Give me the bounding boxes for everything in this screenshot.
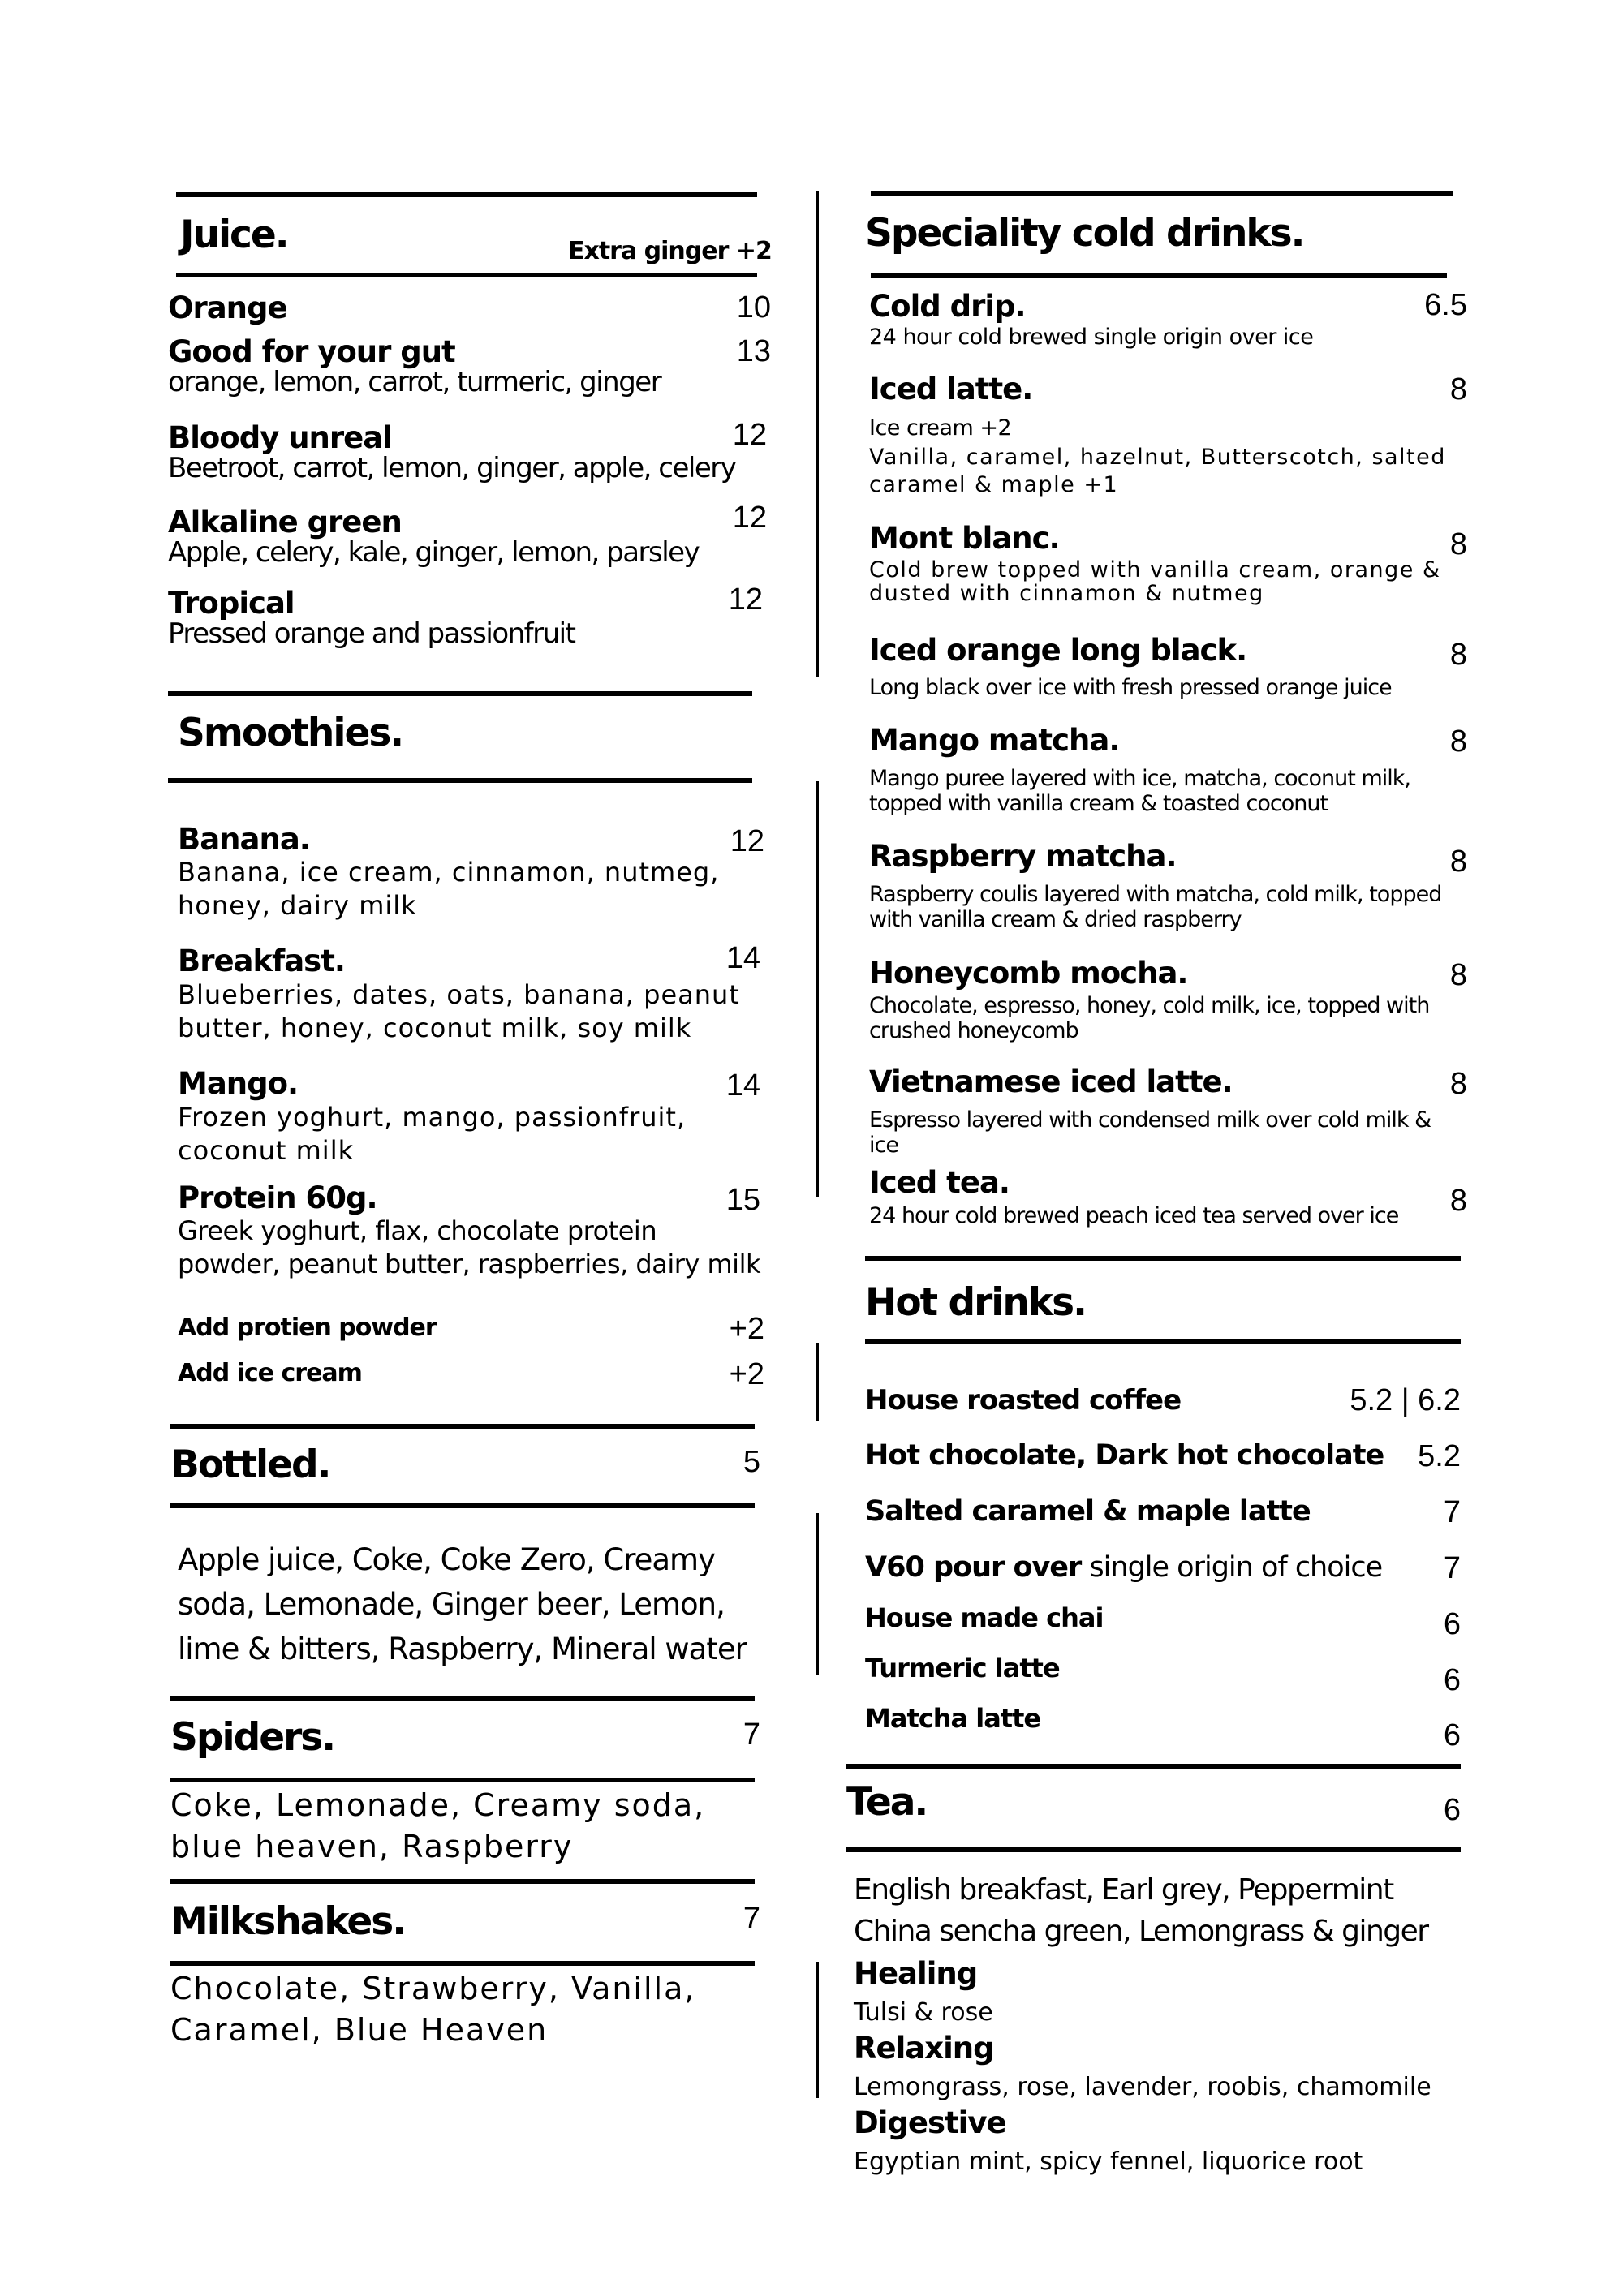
bottled-list: Apple juice, Coke, Coke Zero, Creamy soda, Lemonade, Ginger beer, Lemon, lime & bitters, Raspberry, Mineral water xyxy=(178,1542,747,1666)
spiders-list: Coke, Lemonade, Creamy soda, blue heaven, Raspberry xyxy=(170,1787,706,1864)
cold-item-name: Raspberry matcha. xyxy=(869,839,1177,874)
smoothies-title: Smoothies. xyxy=(178,711,403,755)
smoothie-addon-name: Add ice cream xyxy=(178,1359,362,1387)
divider xyxy=(871,191,1453,196)
juice-item-price: 12 xyxy=(732,501,767,535)
juice-item-desc: Beetroot, carrot, lemon, ginger, apple, celery xyxy=(168,452,736,484)
divider xyxy=(846,1764,1461,1769)
cold-item-price: 8 xyxy=(1449,638,1467,672)
tea-list-line: English breakfast, Earl grey, Peppermint xyxy=(854,1873,1393,1907)
hot-item-price: 5.2 | 6.2 xyxy=(1350,1383,1461,1417)
juice-item-price: 12 xyxy=(732,418,767,452)
juice-item-price: 12 xyxy=(728,583,763,617)
juice-item-name: Orange xyxy=(168,290,287,325)
cold-item-price: 8 xyxy=(1449,1184,1467,1218)
divider xyxy=(176,192,757,197)
cold-item-desc: Raspberry coulis layered with matcha, cold milk, topped with vanilla cream & dried raspberry xyxy=(869,882,1442,932)
smoothie-item-name: Protein 60g. xyxy=(178,1180,377,1215)
divider xyxy=(170,1778,755,1782)
hot-item-name: House made chai xyxy=(865,1602,1104,1633)
column-separator xyxy=(816,1513,819,1675)
tea-group-name: Healing xyxy=(854,1956,978,1991)
cold-item-price: 6.5 xyxy=(1424,288,1467,322)
juice-item-name: Bloody unreal xyxy=(168,420,392,455)
smoothie-item-price: 14 xyxy=(725,1068,760,1103)
divider xyxy=(170,1424,755,1429)
smoothie-item-price: 15 xyxy=(725,1183,760,1217)
divider xyxy=(871,273,1447,278)
juice-item-desc: Apple, celery, kale, ginger, lemon, parsley xyxy=(168,536,700,569)
juice-item-price: 13 xyxy=(736,334,771,368)
tea-group-name: Relaxing xyxy=(854,2031,994,2066)
cold-item-name: Honeycomb mocha. xyxy=(869,956,1188,991)
hot-item-price: 7 xyxy=(1443,1495,1461,1529)
juice-item-price: 10 xyxy=(736,290,771,325)
juice-item-desc: Pressed orange and passionfruit xyxy=(168,617,575,650)
bottled-title: Bottled. xyxy=(170,1443,330,1487)
juice-item-desc: orange, lemon, carrot, turmeric, ginger xyxy=(168,366,661,398)
cold-item-desc: Mango puree layered with ice, matcha, coconut milk, topped with vanilla cream & toasted coconut xyxy=(869,766,1410,816)
divider xyxy=(865,1256,1461,1261)
smoothie-item-desc: Greek yoghurt, flax, chocolate protein powder, peanut butter, raspberries, dairy milk xyxy=(178,1215,760,1279)
bottled-price: 5 xyxy=(743,1445,760,1479)
divider xyxy=(865,1339,1461,1344)
spiders-title: Spiders. xyxy=(170,1715,335,1760)
tea-group-desc: Lemongrass, rose, lavender, roobis, chamomile xyxy=(854,2073,1431,2101)
juice-extra-ginger-note: Extra ginger +2 xyxy=(568,237,772,265)
divider xyxy=(170,1879,755,1884)
hot-item-name: Turmeric latte xyxy=(865,1653,1060,1683)
divider xyxy=(168,778,752,783)
column-separator xyxy=(816,781,819,1197)
smoothie-item-desc: Banana, ice cream, cinnamon, nutmeg, honey, dairy milk xyxy=(178,857,720,921)
milkshakes-list: Chocolate, Strawberry, Vanilla, Caramel, Blue Heaven xyxy=(170,1971,696,2048)
smoothie-addon-price: +2 xyxy=(729,1312,764,1346)
divider xyxy=(170,1961,755,1966)
hot-item-name-text: V60 pour over xyxy=(865,1551,1082,1584)
cold-item-desc: Long black over ice with fresh pressed orange juice xyxy=(869,675,1392,700)
cold-item-desc: Chocolate, espresso, honey, cold milk, ice, topped with crushed honeycomb xyxy=(869,993,1430,1043)
smoothie-item-name: Mango. xyxy=(178,1066,299,1101)
cold-item-price: 8 xyxy=(1449,845,1467,879)
hot-item-name xyxy=(865,1551,1382,1584)
smoothie-item-desc: Blueberries, dates, oats, banana, peanut butter, honey, coconut milk, soy milk xyxy=(178,979,740,1043)
hot-item-price: 6 xyxy=(1443,1607,1461,1641)
tea-price: 6 xyxy=(1443,1793,1461,1827)
cold-item-desc: Espresso layered with condensed milk over cold milk & ice xyxy=(869,1107,1431,1158)
cold-item-desc: Ice cream +2 xyxy=(869,415,1012,441)
hot-item-price: 6 xyxy=(1443,1663,1461,1697)
hot-item-price: 5.2 xyxy=(1418,1439,1461,1473)
cold-item-price: 8 xyxy=(1449,372,1467,406)
tea-group-desc: Tulsi & rose xyxy=(854,1998,993,2027)
cold-item-desc: Cold brew topped with vanilla cream, orange & dusted with cinnamon & nutmeg xyxy=(869,557,1441,606)
hot-drinks-title: Hot drinks. xyxy=(865,1280,1086,1325)
cold-item-name: Vietnamese iced latte. xyxy=(869,1064,1233,1099)
cold-item-price: 8 xyxy=(1449,527,1467,561)
tea-group-name: Digestive xyxy=(854,2105,1006,2140)
cold-item-price: 8 xyxy=(1449,724,1467,759)
cold-item-name: Mango matcha. xyxy=(869,723,1120,758)
divider xyxy=(170,1696,755,1701)
juice-item-name: Tropical xyxy=(168,586,295,621)
cold-drinks-title: Speciality cold drinks. xyxy=(865,211,1304,256)
cold-item-name: Cold drip. xyxy=(869,289,1026,324)
hot-item-name: Matcha latte xyxy=(865,1703,1041,1734)
tea-title: Tea. xyxy=(846,1780,928,1825)
column-separator xyxy=(816,1343,819,1421)
juice-item-name: Good for your gut xyxy=(168,334,455,369)
cold-item-name: Iced latte. xyxy=(869,372,1033,406)
hot-item-name: Salted caramel & maple latte xyxy=(865,1495,1311,1528)
milkshakes-price: 7 xyxy=(743,1902,760,1936)
hot-item-price: 7 xyxy=(1443,1551,1461,1585)
hot-item-name: House roasted coffee xyxy=(865,1384,1182,1417)
smoothie-item-desc: Frozen yoghurt, mango, passionfruit, coconut milk xyxy=(178,1102,687,1166)
cold-item-name: Mont blanc. xyxy=(869,521,1060,556)
divider xyxy=(170,1503,755,1508)
juice-title: Juice. xyxy=(180,213,288,257)
divider xyxy=(176,273,757,277)
divider xyxy=(168,691,752,696)
cold-item-desc: 24 hour cold brewed single origin over ice xyxy=(869,325,1314,350)
divider xyxy=(846,1847,1461,1852)
smoothie-addon-name: Add protien powder xyxy=(178,1314,437,1342)
cold-item-desc-extra: Vanilla, caramel, hazelnut, Butterscotch, salted caramel & maple +1 xyxy=(869,445,1446,497)
smoothie-item-name: Breakfast. xyxy=(178,944,345,978)
cold-item-price: 8 xyxy=(1449,958,1467,992)
cold-item-desc: 24 hour cold brewed peach iced tea served over ice xyxy=(869,1203,1399,1228)
hot-item-name-suffix: single origin of choice xyxy=(1081,1551,1383,1584)
cold-item-name: Iced orange long black. xyxy=(869,633,1247,668)
smoothie-item-name: Banana. xyxy=(178,822,310,857)
smoothie-item-price: 12 xyxy=(730,824,764,858)
hot-item-name: Hot chocolate, Dark hot chocolate xyxy=(865,1439,1384,1472)
hot-item-price: 6 xyxy=(1443,1718,1461,1752)
tea-group-desc: Egyptian mint, spicy fennel, liquorice root xyxy=(854,2148,1363,2176)
juice-item-name: Alkaline green xyxy=(168,505,402,540)
cold-item-name: Iced tea. xyxy=(869,1165,1010,1200)
smoothie-addon-price: +2 xyxy=(729,1357,764,1391)
column-separator xyxy=(816,1962,819,2098)
smoothie-item-price: 14 xyxy=(725,941,760,975)
column-separator xyxy=(816,191,819,677)
spiders-price: 7 xyxy=(743,1718,760,1752)
milkshakes-title: Milkshakes. xyxy=(170,1899,406,1944)
tea-list-line: China sencha green, Lemongrass & ginger xyxy=(854,1915,1428,1948)
cold-item-price: 8 xyxy=(1449,1067,1467,1101)
